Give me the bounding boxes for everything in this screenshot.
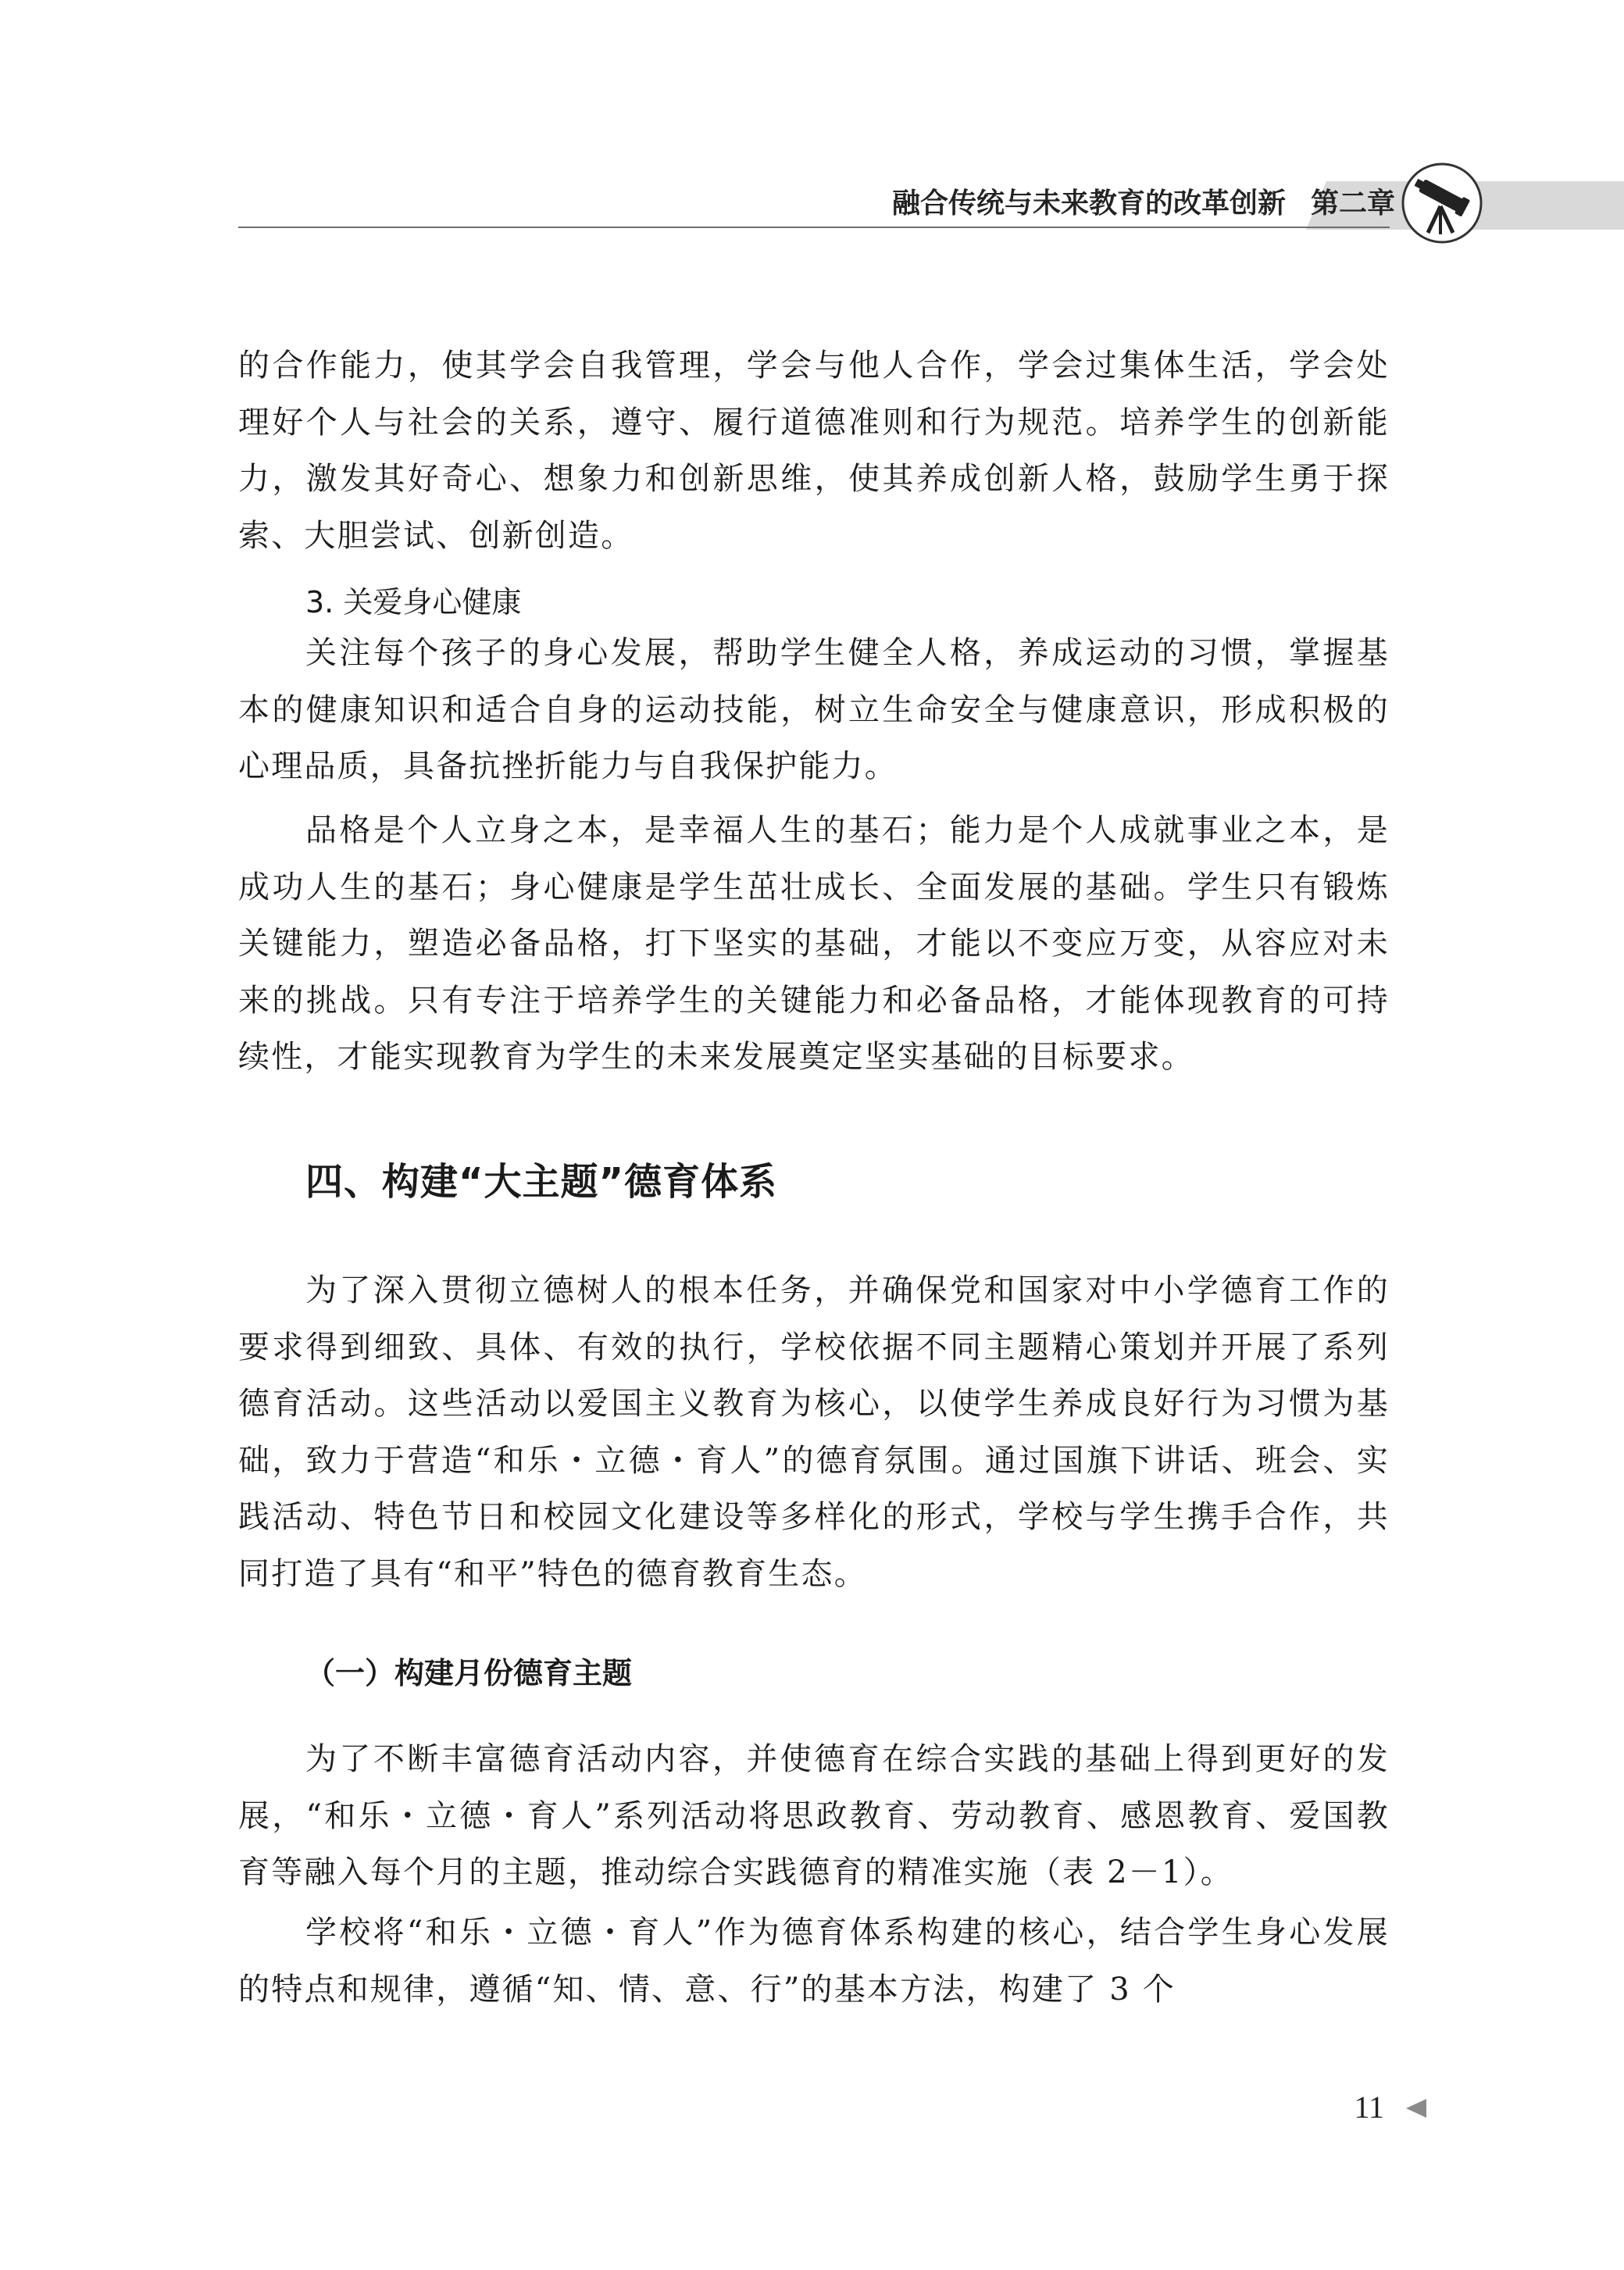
- paragraph-moral-education-activities: 为了深入贯彻立德树人的根本任务，并确保党和国家对中小学德育工作的要求得到细致、具体、有效的执行，学校依据不同主题精心策划并开展了系列德育活动。这些活动以爱国主义教育为核心，以使学生养成良好行为习惯为基础，致力于营造“和乐・立德・育人”的德育氛围。通过国旗下讲话、班会、实践活动、特色节日和校园文化建设等多样化的形式，学校与学生携手合作，共同打造了具有“和平”特色的德育教育生态。: [238, 1272, 1390, 1592]
- page-number: 11: [1354, 2090, 1384, 2125]
- subheading-physical-mental-health: 3. 关爱身心健康: [305, 585, 522, 619]
- section-heading: 四、构建“大主题”德育体系: [305, 1160, 778, 1204]
- paragraph-health: 关注每个孩子的身心发展，帮助学生健全人格，养成运动的习惯，掌握基本的健康知识和适合自身的运动技能，树立生命安全与健康意识，形成积极的心理品质，具备抗挫折能力与自我保护能力。: [238, 635, 1390, 784]
- telescope-icon: [1400, 161, 1484, 245]
- paragraph-core-construction: 学校将“和乐・立德・育人”作为德育体系构建的核心，结合学生身心发展的特点和规律，遵循“知、情、意、行”的基本方法，构建了 3 个: [238, 1915, 1390, 2008]
- subsection-heading: （一）构建月份德育主题: [305, 1656, 633, 1690]
- triangle-left-icon: [1406, 2099, 1426, 2118]
- header-rule: [238, 227, 1390, 228]
- paragraph-cooperation-innovation: 的合作能力，使其学会自我管理，学会与他人合作，学会过集体生活，学会处理好个人与社会的关系，遵守、履行道德准则和行为规范。培养学生的创新能力，激发其好奇心、想象力和创新思维，使其养成创新人格，鼓励学生勇于探索、大胆尝试、创新创造。: [238, 348, 1390, 554]
- running-header-title: 融合传统与未来教育的改革创新: [891, 187, 1286, 220]
- paragraph-monthly-themes: 为了不断丰富德育活动内容，并使德育在综合实践的基础上得到更好的发展，“和乐・立德・育人”系列活动将思政教育、劳动教育、感恩教育、爱国教育等融入每个月的主题，推动综合实践德育的精准实施（表 2－1）。: [238, 1741, 1390, 1890]
- running-header-chapter: 第二章: [1310, 187, 1395, 220]
- paragraph-character-ability: 品格是个人立身之本，是幸福人生的基石；能力是个人成就事业之本，是成功人生的基石；身心健康是学生茁壮成长、全面发展的基础。学生只有锻炼关键能力，塑造必备品格，打下坚实的基础，才能以不变应万变，从容应对未来的挑战。只有专注于培养学生的关键能力和必备品格，才能体现教育的可持续性，才能实现教育为学生的未来发展奠定坚实基础的目标要求。: [238, 812, 1390, 1075]
